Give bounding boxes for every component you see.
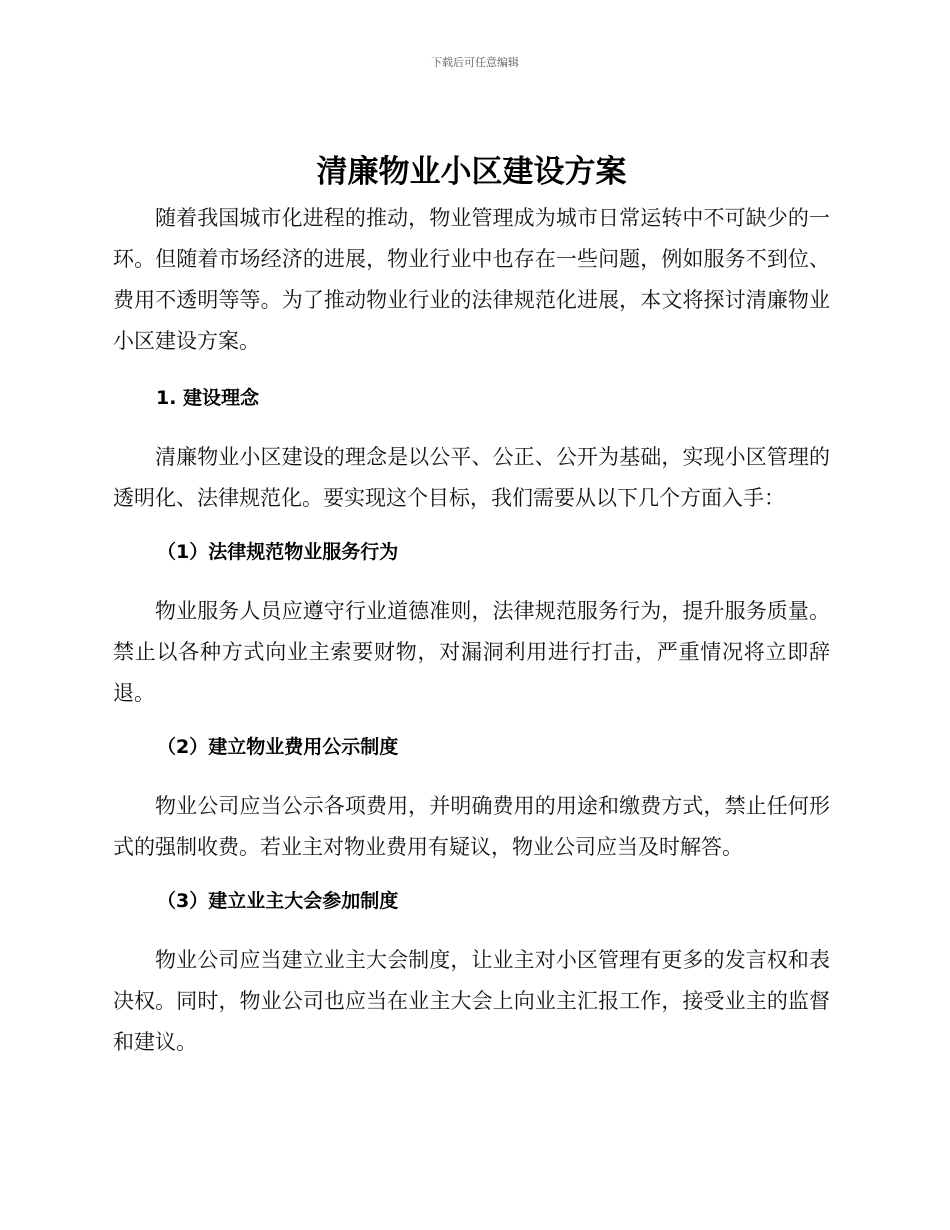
subsection-paragraph-fee-disclosure: 物业公司应当公示各项费用，并明确费用的用途和缴费方式，禁止任何形式的强制收费。若业主对物业费用有疑议，物业公司应当及时解答。 [113, 794, 830, 859]
subsection-heading-service-behavior: （1）法律规范物业服务行为 [157, 541, 399, 563]
subsection-paragraph-service-behavior: 物业服务人员应遵守行业道德准则，法律规范服务行为，提升服务质量。禁止以各种方式向业主索要财物，对漏洞利用进行打击，严重情况将立即辞退。 [113, 599, 830, 705]
intro-paragraph: 随着我国城市化进程的推动，物业管理成为城市日常运转中不可缺少的一环。但随着市场经济的进展，物业行业中也存在一些问题，例如服务不到位、费用不透明等等。为了推动物业行业的法律规范化进展，本文将探讨清廉物业小区建设方案。 [113, 206, 830, 353]
subsection-heading-owners-assembly: （3）建立业主大会参加制度 [157, 890, 399, 912]
subsection-heading-fee-disclosure: （2）建立物业费用公示制度 [157, 736, 399, 758]
header-note: 下载后可任意编辑 [431, 56, 519, 69]
section-heading-concept: 1. 建设理念 [156, 387, 260, 409]
document-body [113, 150, 830, 1063]
section-paragraph-concept: 清廉物业小区建设的理念是以公平、公正、公开为基础，实现小区管理的透明化、法律规范化。要实现这个目标，我们需要从以下几个方面入手： [113, 445, 830, 510]
subsection-paragraph-owners-assembly: 物业公司应当建立业主大会制度，让业主对小区管理有更多的发言权和表决权。同时，物业公司也应当在业主大会上向业主汇报工作，接受业主的监督和建议。 [113, 948, 830, 1054]
document-title: 清廉物业小区建设方案 [316, 154, 627, 190]
